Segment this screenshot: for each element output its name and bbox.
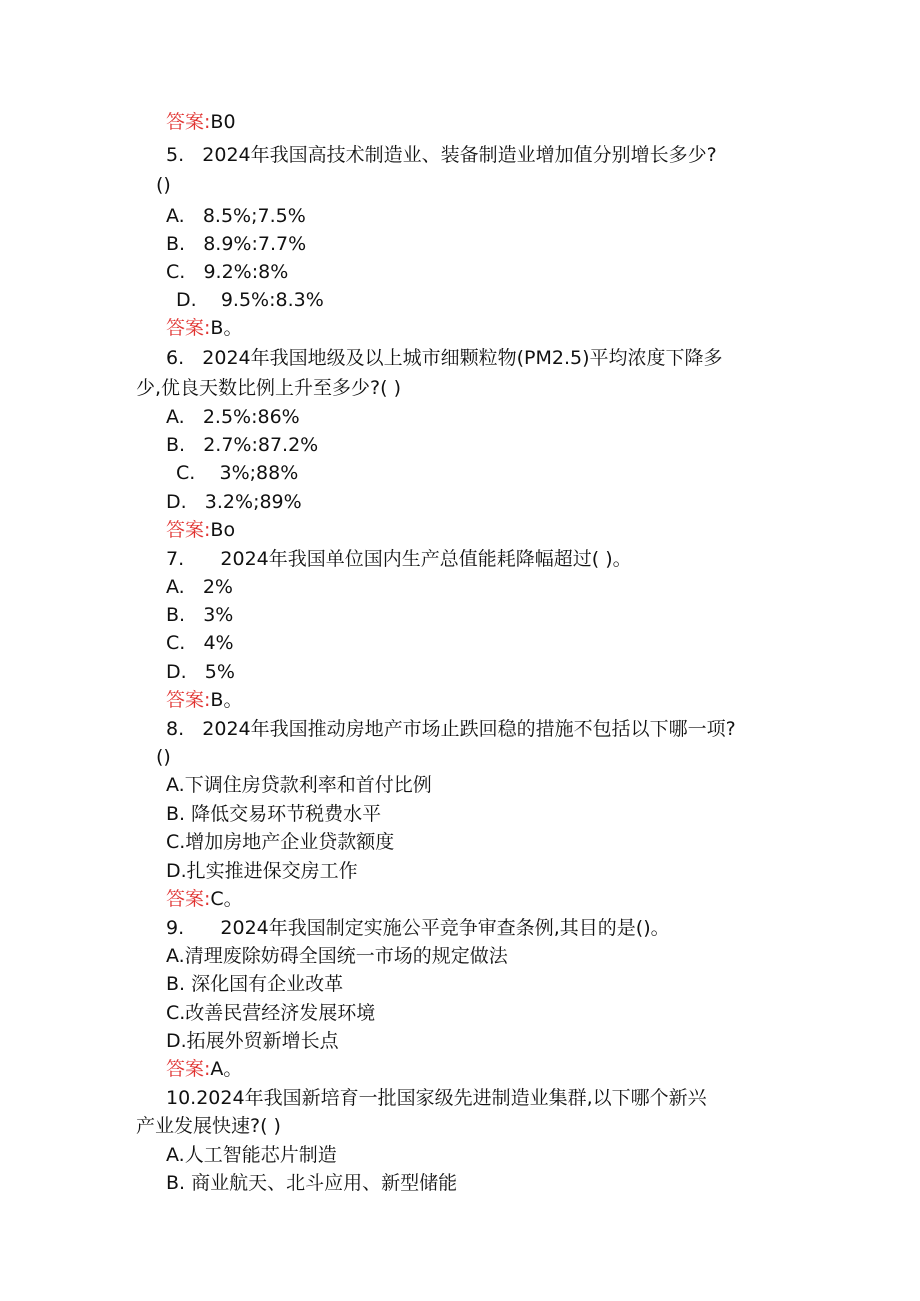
option-letter: A.	[166, 205, 185, 227]
q5-option-b	[166, 232, 306, 256]
question-number: 5.	[166, 144, 185, 166]
answer-value: Bo	[210, 519, 236, 541]
question-number: 9.	[166, 917, 185, 939]
question-text: 2024年我国制定实施公平竞争审查条例,其目的是()。	[220, 917, 670, 939]
question-text: 2024年我国地级及以上城市细颗粒物(PM2.5)平均浓度下降多	[202, 347, 723, 369]
question-text: 2024年我国高技术制造业、装备制造业增加值分别增长多少?	[202, 144, 717, 166]
q6-option-b	[166, 433, 318, 457]
option-letter: C.	[176, 462, 196, 484]
q8-option-b: B. 降低交易环节税费水平	[166, 803, 382, 825]
option-text: 2.7%:87.2%	[203, 434, 319, 456]
q9-option-c: C.改善民营经济发展环境	[166, 1002, 376, 1024]
q5-option-a	[166, 204, 306, 228]
q9-answer	[166, 1057, 242, 1081]
option-text: 8.9%:7.7%	[203, 233, 307, 255]
option-letter: D.	[166, 661, 187, 683]
q8-question-line1	[166, 717, 736, 741]
option-text: 3%	[203, 604, 234, 626]
option-text: 2%	[202, 576, 233, 598]
option-text: 4%	[203, 632, 234, 654]
q10-question-line1: 10.2024年我国新培育一批国家级先进制造业集群,以下哪个新兴	[166, 1087, 707, 1109]
option-letter: D.	[166, 491, 187, 513]
q7-option-d	[166, 660, 235, 684]
q4-answer	[166, 110, 236, 134]
answer-label: 答案:	[166, 111, 211, 133]
q7-option-c	[166, 631, 234, 655]
answer-label: 答案:	[166, 888, 211, 910]
answer-label: 答案:	[166, 1058, 211, 1080]
q6-option-c	[176, 461, 298, 485]
option-letter: D.	[176, 289, 197, 311]
answer-value: B。	[210, 689, 243, 711]
option-letter: C.	[166, 632, 186, 654]
option-letter: A.	[166, 406, 185, 428]
option-letter: A.	[166, 576, 185, 598]
q10-question-line2: 产业发展快速?( )	[136, 1115, 281, 1137]
q6-question-line1	[166, 346, 723, 370]
question-text: 2024年我国单位国内生产总值能耗降幅超过( )。	[220, 548, 632, 570]
option-text: 5%	[204, 661, 235, 683]
answer-value: B。	[210, 317, 243, 339]
q5-option-c	[166, 260, 288, 284]
question-text: 2024年我国推动房地产市场止跌回稳的措施不包括以下哪一项?	[202, 718, 736, 740]
q6-option-a	[166, 405, 300, 429]
q8-question-line2: ()	[156, 746, 171, 768]
option-letter: B.	[166, 434, 186, 456]
option-text: 3.2%;89%	[204, 491, 302, 513]
q9-option-b: B. 深化国有企业改革	[166, 973, 344, 995]
q10-option-a: A.人工智能芯片制造	[166, 1144, 337, 1166]
q9-option-d: D.拓展外贸新增长点	[166, 1030, 339, 1052]
q5-question-line1	[166, 143, 717, 167]
option-letter: B.	[166, 233, 186, 255]
q9-question-line1	[166, 916, 670, 940]
option-letter: B.	[166, 604, 186, 626]
option-text: 3%;88%	[219, 462, 299, 484]
question-number: 7.	[166, 548, 185, 570]
question-number: 6.	[166, 347, 185, 369]
q8-answer	[166, 887, 243, 911]
q8-option-a: A.下调住房贷款利率和首付比例	[166, 774, 432, 796]
answer-label: 答案:	[166, 519, 211, 541]
q5-option-d	[176, 288, 324, 312]
answer-label: 答案:	[166, 689, 211, 711]
q6-question-line2: 少,优良天数比例上升至多少?( )	[136, 377, 401, 399]
answer-value: C。	[210, 888, 243, 910]
answer-value: B0	[210, 111, 236, 133]
q9-option-a: A.清理废除妨碍全国统一市场的规定做法	[166, 945, 508, 967]
q5-question-line2: ()	[156, 174, 171, 196]
option-text: 8.5%;7.5%	[202, 205, 306, 227]
option-text: 2.5%:86%	[202, 406, 300, 428]
answer-value: A。	[210, 1058, 243, 1080]
option-text: 9.2%:8%	[203, 261, 289, 283]
option-letter: C.	[166, 261, 186, 283]
q7-question-line1	[166, 547, 632, 571]
q6-answer	[166, 518, 235, 542]
q8-option-d: D.扎实推进保交房工作	[166, 860, 358, 882]
question-number: 8.	[166, 718, 185, 740]
q7-answer	[166, 688, 242, 712]
q10-option-b: B. 商业航天、北斗应用、新型储能	[166, 1172, 458, 1194]
q7-option-b	[166, 603, 233, 627]
q5-answer	[166, 316, 242, 340]
option-text: 9.5%:8.3%	[220, 289, 324, 311]
q8-option-c: C.增加房地产企业贷款额度	[166, 831, 395, 853]
q7-option-a	[166, 575, 233, 599]
answer-label: 答案:	[166, 317, 211, 339]
q6-option-d	[166, 490, 302, 514]
